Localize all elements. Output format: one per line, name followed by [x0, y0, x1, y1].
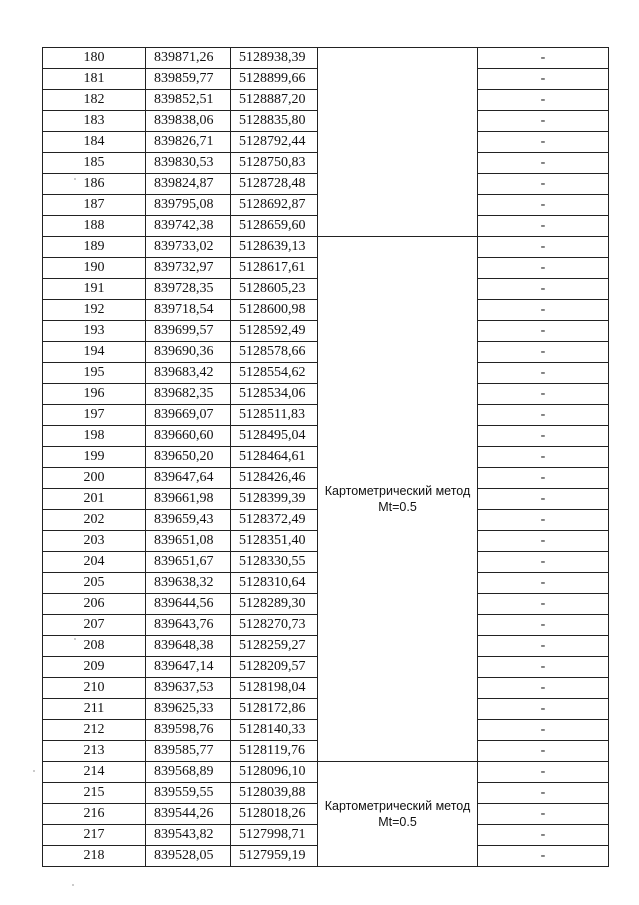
- dash-cell: -: [478, 153, 609, 174]
- x-coordinate-cell: 839625,33: [146, 699, 231, 720]
- dash-cell: -: [478, 405, 609, 426]
- y-coordinate-cell: 5128792,44: [231, 132, 318, 153]
- point-number-cell: 207: [43, 615, 146, 636]
- y-coordinate-cell: 5128209,57: [231, 657, 318, 678]
- dash-cell: -: [478, 216, 609, 237]
- x-coordinate-cell: 839647,14: [146, 657, 231, 678]
- x-coordinate-cell: 839852,51: [146, 90, 231, 111]
- x-coordinate-cell: 839732,97: [146, 258, 231, 279]
- point-number-cell: 198: [43, 426, 146, 447]
- x-coordinate-cell: 839598,76: [146, 720, 231, 741]
- method-cell: [318, 48, 478, 237]
- point-number-cell: 180: [43, 48, 146, 69]
- point-number-cell: 200: [43, 468, 146, 489]
- x-coordinate-cell: 839871,26: [146, 48, 231, 69]
- point-number-cell: 193: [43, 321, 146, 342]
- dash-cell: -: [478, 48, 609, 69]
- dash-cell: -: [478, 657, 609, 678]
- x-coordinate-cell: 839699,57: [146, 321, 231, 342]
- y-coordinate-cell: 5128372,49: [231, 510, 318, 531]
- point-number-cell: 214: [43, 762, 146, 783]
- x-coordinate-cell: 839651,67: [146, 552, 231, 573]
- dash-cell: -: [478, 132, 609, 153]
- dash-cell: -: [478, 552, 609, 573]
- dash-cell: -: [478, 90, 609, 111]
- x-coordinate-cell: 839543,82: [146, 825, 231, 846]
- x-coordinate-cell: 839742,38: [146, 216, 231, 237]
- point-number-cell: 213: [43, 741, 146, 762]
- point-number-cell: 218: [43, 846, 146, 867]
- dash-cell: -: [478, 237, 609, 258]
- dash-cell: -: [478, 174, 609, 195]
- dash-cell: -: [478, 342, 609, 363]
- x-coordinate-cell: 839795,08: [146, 195, 231, 216]
- point-number-cell: 182: [43, 90, 146, 111]
- x-coordinate-cell: 839568,89: [146, 762, 231, 783]
- x-coordinate-cell: 839638,32: [146, 573, 231, 594]
- y-coordinate-cell: 5127959,19: [231, 846, 318, 867]
- scan-speck: [74, 638, 76, 640]
- x-coordinate-cell: 839824,87: [146, 174, 231, 195]
- point-number-cell: 195: [43, 363, 146, 384]
- y-coordinate-cell: 5128039,88: [231, 783, 318, 804]
- point-number-cell: 208: [43, 636, 146, 657]
- x-coordinate-cell: 839838,06: [146, 111, 231, 132]
- x-coordinate-cell: 839647,64: [146, 468, 231, 489]
- point-number-cell: 206: [43, 594, 146, 615]
- y-coordinate-cell: 5128172,86: [231, 699, 318, 720]
- dash-cell: -: [478, 510, 609, 531]
- dash-cell: -: [478, 468, 609, 489]
- x-coordinate-cell: 839718,54: [146, 300, 231, 321]
- x-coordinate-cell: 839644,56: [146, 594, 231, 615]
- point-number-cell: 211: [43, 699, 146, 720]
- point-number-cell: 210: [43, 678, 146, 699]
- y-coordinate-cell: 5128495,04: [231, 426, 318, 447]
- table-row: [43, 762, 609, 783]
- y-coordinate-cell: 5128899,66: [231, 69, 318, 90]
- method-text: Картометрический метод Mt=0.5: [324, 484, 471, 514]
- x-coordinate-cell: 839669,07: [146, 405, 231, 426]
- point-number-cell: 187: [43, 195, 146, 216]
- y-coordinate-cell: 5128198,04: [231, 678, 318, 699]
- dash-cell: -: [478, 804, 609, 825]
- x-coordinate-cell: 839585,77: [146, 741, 231, 762]
- x-coordinate-cell: 839826,71: [146, 132, 231, 153]
- point-number-cell: 215: [43, 783, 146, 804]
- x-coordinate-cell: 839650,20: [146, 447, 231, 468]
- point-number-cell: 217: [43, 825, 146, 846]
- coordinates-table: [42, 47, 609, 867]
- dash-cell: -: [478, 69, 609, 90]
- dash-cell: -: [478, 762, 609, 783]
- point-number-cell: 216: [43, 804, 146, 825]
- scan-speck: [72, 884, 74, 886]
- y-coordinate-cell: 5128659,60: [231, 216, 318, 237]
- y-coordinate-cell: 5128605,23: [231, 279, 318, 300]
- point-number-cell: 184: [43, 132, 146, 153]
- y-coordinate-cell: 5128750,83: [231, 153, 318, 174]
- point-number-cell: 197: [43, 405, 146, 426]
- dash-cell: -: [478, 741, 609, 762]
- y-coordinate-cell: 5128728,48: [231, 174, 318, 195]
- point-number-cell: 212: [43, 720, 146, 741]
- point-number-cell: 192: [43, 300, 146, 321]
- y-coordinate-cell: 5128592,49: [231, 321, 318, 342]
- dash-cell: -: [478, 489, 609, 510]
- y-coordinate-cell: 5128399,39: [231, 489, 318, 510]
- y-coordinate-cell: 5128018,26: [231, 804, 318, 825]
- y-coordinate-cell: 5128330,55: [231, 552, 318, 573]
- method-cell: [318, 762, 478, 867]
- x-coordinate-cell: 839637,53: [146, 678, 231, 699]
- dash-cell: -: [478, 195, 609, 216]
- x-coordinate-cell: 839651,08: [146, 531, 231, 552]
- dash-cell: -: [478, 321, 609, 342]
- x-coordinate-cell: 839859,77: [146, 69, 231, 90]
- y-coordinate-cell: 5128534,06: [231, 384, 318, 405]
- y-coordinate-cell: 5128426,46: [231, 468, 318, 489]
- dash-cell: -: [478, 531, 609, 552]
- point-number-cell: 194: [43, 342, 146, 363]
- method-text: Картометрический метод Mt=0.5: [324, 799, 471, 829]
- scan-speck: [33, 770, 35, 772]
- dash-cell: -: [478, 594, 609, 615]
- x-coordinate-cell: 839733,02: [146, 237, 231, 258]
- x-coordinate-cell: 839690,36: [146, 342, 231, 363]
- point-number-cell: 190: [43, 258, 146, 279]
- dash-cell: -: [478, 636, 609, 657]
- point-number-cell: 199: [43, 447, 146, 468]
- dash-cell: -: [478, 825, 609, 846]
- x-coordinate-cell: 839559,55: [146, 783, 231, 804]
- dash-cell: -: [478, 678, 609, 699]
- point-number-cell: 189: [43, 237, 146, 258]
- dash-cell: -: [478, 384, 609, 405]
- y-coordinate-cell: 5128511,83: [231, 405, 318, 426]
- x-coordinate-cell: 839660,60: [146, 426, 231, 447]
- point-number-cell: 209: [43, 657, 146, 678]
- y-coordinate-cell: 5128289,30: [231, 594, 318, 615]
- y-coordinate-cell: 5128554,62: [231, 363, 318, 384]
- y-coordinate-cell: 5128887,20: [231, 90, 318, 111]
- x-coordinate-cell: 839728,35: [146, 279, 231, 300]
- y-coordinate-cell: 5128639,13: [231, 237, 318, 258]
- point-number-cell: 205: [43, 573, 146, 594]
- x-coordinate-cell: 839661,98: [146, 489, 231, 510]
- table-row: [43, 48, 609, 69]
- y-coordinate-cell: 5128270,73: [231, 615, 318, 636]
- point-number-cell: 185: [43, 153, 146, 174]
- table-row: [43, 237, 609, 258]
- y-coordinate-cell: 5128464,61: [231, 447, 318, 468]
- x-coordinate-cell: 839683,42: [146, 363, 231, 384]
- y-coordinate-cell: 5128096,10: [231, 762, 318, 783]
- y-coordinate-cell: 5128351,40: [231, 531, 318, 552]
- y-coordinate-cell: 5128578,66: [231, 342, 318, 363]
- dash-cell: -: [478, 720, 609, 741]
- x-coordinate-cell: 839682,35: [146, 384, 231, 405]
- point-number-cell: 188: [43, 216, 146, 237]
- point-number-cell: 204: [43, 552, 146, 573]
- point-number-cell: 196: [43, 384, 146, 405]
- y-coordinate-cell: 5128140,33: [231, 720, 318, 741]
- y-coordinate-cell: 5128119,76: [231, 741, 318, 762]
- point-number-cell: 203: [43, 531, 146, 552]
- point-number-cell: 202: [43, 510, 146, 531]
- x-coordinate-cell: 839544,26: [146, 804, 231, 825]
- dash-cell: -: [478, 300, 609, 321]
- dash-cell: -: [478, 573, 609, 594]
- dash-cell: -: [478, 258, 609, 279]
- dash-cell: -: [478, 111, 609, 132]
- y-coordinate-cell: 5128835,80: [231, 111, 318, 132]
- dash-cell: -: [478, 783, 609, 804]
- x-coordinate-cell: 839643,76: [146, 615, 231, 636]
- method-cell: [318, 237, 478, 762]
- point-number-cell: 191: [43, 279, 146, 300]
- scan-speck: [74, 178, 76, 180]
- y-coordinate-cell: 5128600,98: [231, 300, 318, 321]
- dash-cell: -: [478, 426, 609, 447]
- y-coordinate-cell: 5128938,39: [231, 48, 318, 69]
- dash-cell: -: [478, 615, 609, 636]
- dash-cell: -: [478, 279, 609, 300]
- y-coordinate-cell: 5127998,71: [231, 825, 318, 846]
- y-coordinate-cell: 5128617,61: [231, 258, 318, 279]
- dash-cell: -: [478, 447, 609, 468]
- y-coordinate-cell: 5128692,87: [231, 195, 318, 216]
- y-coordinate-cell: 5128259,27: [231, 636, 318, 657]
- x-coordinate-cell: 839659,43: [146, 510, 231, 531]
- point-number-cell: 186: [43, 174, 146, 195]
- point-number-cell: 181: [43, 69, 146, 90]
- dash-cell: -: [478, 699, 609, 720]
- dash-cell: -: [478, 846, 609, 867]
- point-number-cell: 201: [43, 489, 146, 510]
- dash-cell: -: [478, 363, 609, 384]
- y-coordinate-cell: 5128310,64: [231, 573, 318, 594]
- coordinates-table-body: [43, 48, 609, 867]
- point-number-cell: 183: [43, 111, 146, 132]
- x-coordinate-cell: 839528,05: [146, 846, 231, 867]
- x-coordinate-cell: 839830,53: [146, 153, 231, 174]
- x-coordinate-cell: 839648,38: [146, 636, 231, 657]
